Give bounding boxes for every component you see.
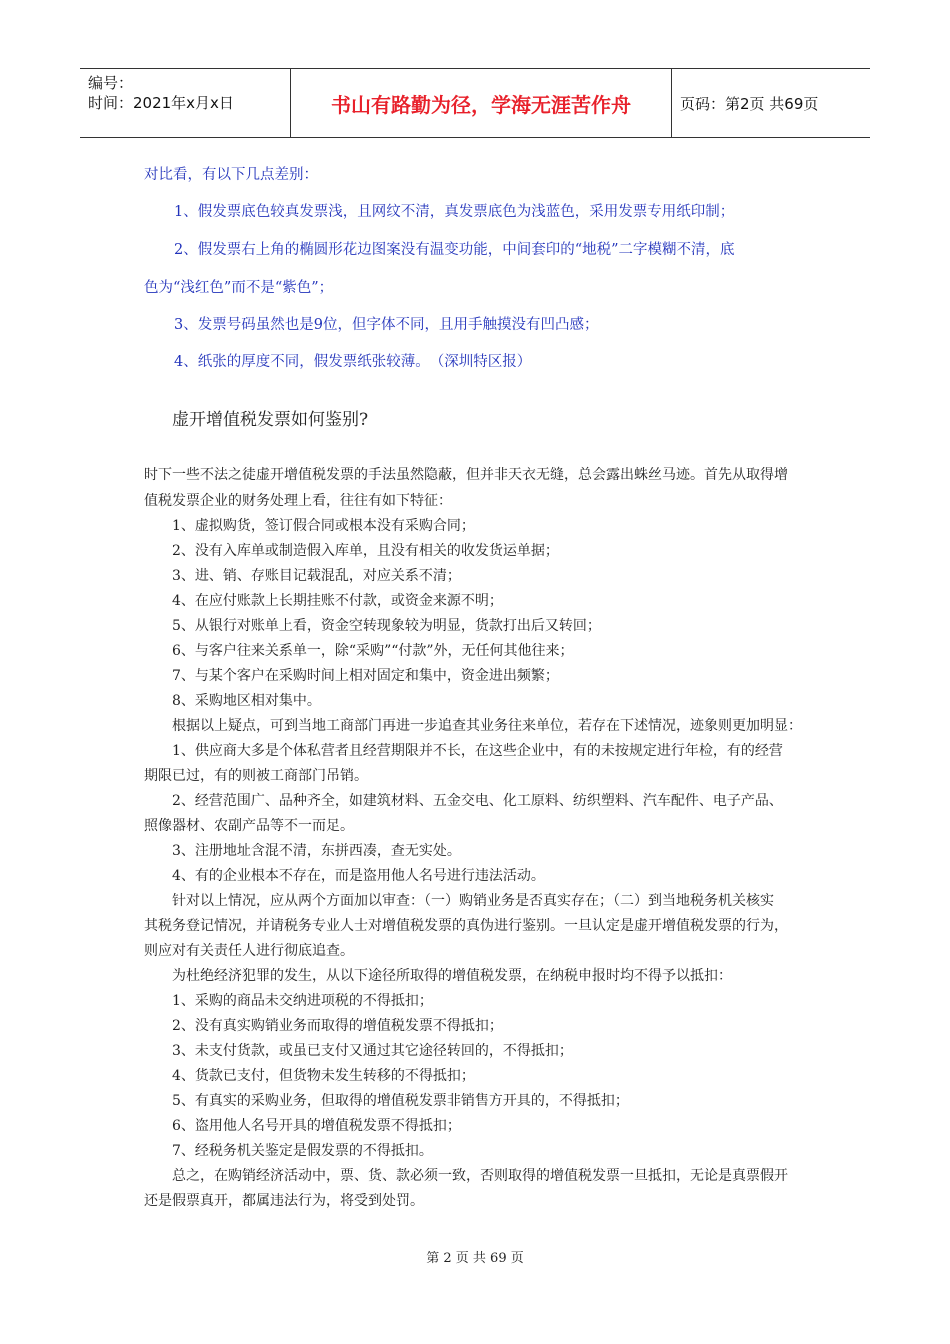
body-line: 7、与某个客户在采购时间上相对固定和集中，资金进出频繁； (172, 668, 559, 684)
page-header (80, 68, 870, 138)
body-line: 1、采购的商品未交纳进项税的不得抵扣； (172, 993, 433, 1009)
body-line: 照像器材、农副产品等不一而足。 (144, 818, 354, 834)
blue-item-3: 3、发票号码虽然也是9位，但字体不同，且用手触摸没有凹凸感； (174, 317, 599, 333)
body-line: 则应对有关责任人进行彻底追查。 (144, 943, 354, 959)
body-line: 1、供应商大多是个体私营者且经营期限并不长，在这些企业中，有的未按规定进行年检，有的经营 (172, 743, 783, 759)
body-line: 值税发票企业的财务处理上看，往往有如下特征： (144, 493, 452, 509)
body-line: 其税务登记情况，并请税务专业人士对增值税发票的真伪进行鉴别。一旦认定是虚开增值税发票的行为， (144, 918, 788, 934)
blue-item-2a: 2、假发票右上角的椭圆形花边图案没有温变功能，中间套印的“地税”二字模糊不清，底 (174, 242, 735, 258)
body-line: 5、有真实的采购业务，但取得的增值税发票非销售方开具的，不得抵扣； (172, 1093, 629, 1109)
body-line: 4、在应付账款上长期挂账不付款，或资金来源不明； (172, 593, 503, 609)
body-line: 为杜绝经济犯罪的发生，从以下途径所取得的增值税发票，在纳税申报时均不得予以抵扣： (172, 968, 732, 984)
body-line: 时下一些不法之徒虚开增值税发票的手法虽然隐蔽，但并非天衣无缝，总会露出蛛丝马迹。首先从取得增 (144, 467, 788, 483)
blue-item-2b: 色为“浅红色”而不是“紫色”； (144, 280, 334, 296)
body-line: 4、有的企业根本不存在，而是盗用他人名号进行违法活动。 (172, 868, 545, 884)
body-line: 3、未支付货款，或虽已支付又通过其它途径转回的，不得抵扣； (172, 1043, 573, 1059)
page-footer: 第 2 页 共 69 页 (426, 1251, 524, 1266)
body-line: 5、从银行对账单上看，资金空转现象较为明显，货款打出后又转回； (172, 618, 601, 634)
body-line: 6、与客户往来关系单一，除“采购”“付款”外，无任何其他往来； (172, 643, 574, 659)
number-label: 编号： (88, 74, 134, 92)
blue-item-1: 1、假发票底色较真发票浅，且网纹不清，真发票底色为浅蓝色，采用发票专用纸印制； (174, 204, 735, 220)
body-line: 还是假票真开，都属违法行为，将受到处罚。 (144, 1193, 424, 1209)
date-label: 时间：2021年x月x日 (88, 94, 234, 112)
header-page-label: 页码：第2页 共69页 (680, 94, 819, 113)
body-line: 6、盗用他人名号开具的增值税发票不得抵扣； (172, 1118, 461, 1134)
body-line: 根据以上疑点，可到当地工商部门再进一步追查其业务往来单位，若存在下述情况，迹象则更加明显： (172, 718, 802, 734)
body-line: 1、虚拟购货，签订假合同或根本没有采购合同； (172, 518, 475, 534)
header-meta (80, 69, 291, 137)
blue-item-4: 4、纸张的厚度不同，假发票纸张较薄。 （深圳特区报） (174, 354, 532, 370)
body-line: 期限已过，有的则被工商部门吊销。 (144, 768, 368, 784)
section-heading: 虚开增值税发票如何鉴别? (172, 410, 369, 430)
body-line: 总之，在购销经济活动中，票、货、款必须一致，否则取得的增值税发票一旦抵扣，无论是真票假开 (172, 1168, 788, 1184)
body-line: 2、没有真实购销业务而取得的增值税发票不得抵扣； (172, 1018, 503, 1034)
body-line: 2、没有入库单或制造假入库单，且没有相关的收发货运单据； (172, 543, 559, 559)
header-motto: 书山有路勤为径，学海无涯苦作舟 (291, 69, 672, 137)
body-line: 7、经税务机关鉴定是假发票的不得抵扣。 (172, 1143, 433, 1159)
body-line: 2、经营范围广、品种齐全，如建筑材料、五金交电、化工原料、纺织塑料、汽车配件、电子产品、 (172, 793, 783, 809)
body-line: 针对以上情况，应从两个方面加以审查：（一）购销业务是否真实存在；（二）到当地税务机关核实 (172, 893, 774, 909)
body-line: 4、货款已支付，但货物未发生转移的不得抵扣； (172, 1068, 475, 1084)
blue-intro: 对比看，有以下几点差别： (144, 167, 318, 183)
body-line: 3、注册地址含混不清，东拼西凑，查无实处。 (172, 843, 461, 859)
body-line: 3、进、销、存账目记载混乱，对应关系不清； (172, 568, 461, 584)
body-line: 8、采购地区相对集中。 (172, 693, 321, 709)
